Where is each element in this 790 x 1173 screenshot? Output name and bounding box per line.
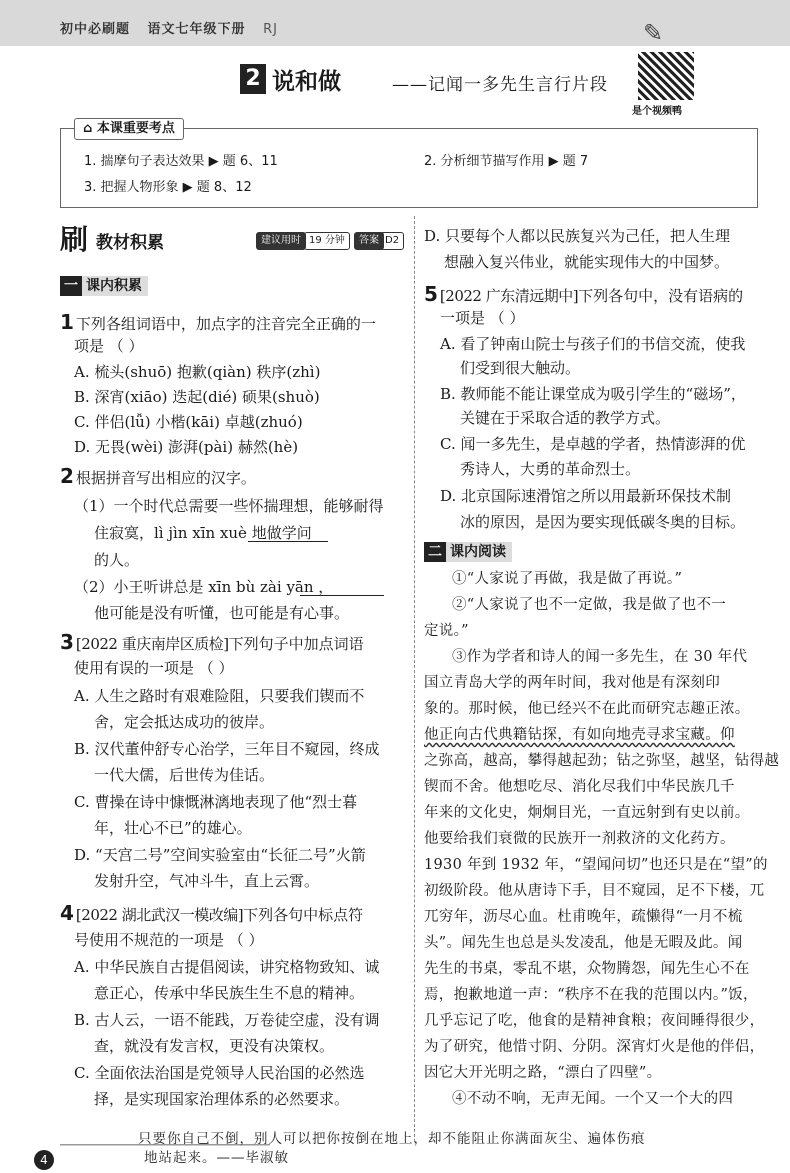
q5-line-2: 一项是 （ ） [440,309,525,327]
key-point-2: 2. 分析细节描写作用 ▶ 题 7 [424,154,589,169]
q4-option-d-2: 想融入复兴伟业，就能实现伟大的中国梦。 [444,253,730,271]
q5-option-b-2: 关键在于采取合适的教学方式。 [460,409,671,427]
q2-part1-line-2: 住寂寞，lì jìn xīn xuè 地做学问 [94,524,312,542]
q5-option-a-2: 们受到很大触动。 [460,359,581,377]
reading-line-12: 1930 年到 1932 年，“望闻问切”也还只是在“望”的 [424,857,768,873]
q4-option-a-2: 意正心，传承中华民族生生不息的精神。 [94,984,365,1002]
answer-label: 答案 [354,232,384,250]
q3-option-b-2: 一代大儒，后世传为佳话。 [94,766,275,784]
q4-option-a-1: A. 中华民族自古提倡阅读，讲究格物致知、诚 [74,958,380,976]
reading-line-13: 初级阶段。他从唐诗下手，目不窥园，足不下楼，兀 [424,883,765,899]
q3-line-2: 使用有误的一项是 （ ） [74,659,234,677]
lesson-title: 说和做 [272,69,341,95]
q4-option-c-1: C. 全面依法治国是党领导人民治国的必然选 [74,1064,365,1082]
key-point-3: 3. 把握人物形象 ▶ 题 8、12 [84,180,252,195]
section-two-header [424,542,512,562]
q5-option-c-1: C. 闻一多先生，是卓越的学者，热情澎湃的优 [440,435,746,453]
q4-option-c-2: 择，是实现国家治理体系的必然要求。 [94,1090,350,1108]
q3-option-d-1: D. “天宫二号”空间实验室由“长征二号”火箭 [74,846,366,864]
reading-line-18: 几乎忘记了吃，他食的是精神食粮；夜间睡得很少， [424,1013,765,1029]
q1-option-a: A. 梳头(shuō) 抱歉(qiàn) 秩序(zhì) [74,363,321,381]
q2-part2-line-2: 他可能是没有听懂，也可能是有心事。 [94,604,350,622]
footer-quote [138,1130,646,1168]
column-divider [414,216,415,1142]
q2-blank-1[interactable] [248,541,328,542]
reading-line-15: 头”。闻先生也总是头发凌乱，他是无暇及此。闻 [424,935,743,951]
q3-option-d-2: 发射升空，气冲斗牛，直上云霄。 [94,872,320,890]
q5-source: [2022 广东清远期中] [439,287,579,305]
q1-option-c: C. 伴侣(lǚ) 小楷(kāi) 卓越(zhuó) [74,413,303,431]
subject-name: 语文七年级下册 [147,22,246,37]
question-3 [60,632,364,654]
reading-line-5: 国立青岛大学的两年时间，我对他是有深刻印 [424,675,720,691]
footer-quote-line-2: 地站起来。——毕淑敏 [144,1150,289,1166]
section-one-num: 一 [60,276,82,296]
q1-option-d: D. 无畏(wèi) 澎湃(pài) 赫然(hè) [74,438,299,456]
qr-label: 是个视频鸭 [632,106,682,117]
footer-quote-line-1: 只要你自己不倒，别人可以把你按倒在地上，却不能阻止你满面灰尘、遍体伤痕 [138,1131,646,1147]
qr-code[interactable] [638,52,694,100]
reading-line-6: 象的。那时候，他已经兴不在此而研究志趣正浓。 [424,701,750,717]
lesson-subtitle: ——记闻一多先生言行片段 [392,75,608,95]
question-5 [424,284,743,306]
key-point-1: 1. 揣摩句子表达效果 ▶ 题 6、11 [84,154,278,169]
top-header-bar [0,0,790,46]
reading-line-21: ④不动不响，无声无闻。一个又一个大的四 [452,1091,734,1107]
edition-tag: RJ [263,22,278,37]
q2-part1-line-1: （1）一个时代总需要一些怀揣理想，能够耐得 [74,497,384,515]
running-header [60,18,290,37]
q1-line-2: 项是 （ ） [74,337,144,355]
reading-line-16: 先生的书桌，零乱不堪，众物腾怨，闻先生心不在 [424,961,750,977]
reading-line-20: 因它大开光明之路，“漂白了四壁”。 [424,1065,662,1081]
q4-option-d-1: D. 只要每个人都以民族复兴为己任，把人生理 [424,227,731,245]
q5-option-b-1: B. 教师能不能让课堂成为吸引学生的“磁场”， [440,385,746,403]
question-2 [60,466,256,488]
q2-blank-2[interactable] [300,595,384,596]
q3-source: [2022 重庆南岸区质检] [75,635,229,653]
section-two-title: 课内阅读 [450,544,506,560]
q3-option-c-1: C. 曹操在诗中慷慨淋漓地表现了他“烈士暮 [74,793,358,811]
mascot-icon: ✎ [642,19,664,47]
page-number: 4 [34,1150,54,1170]
reading-line-7: 他正向古代典籍钻探，有如向地壳寻求宝藏。仰 [424,727,735,743]
question-1 [60,312,376,334]
book-name: 初中必刷题 [60,22,131,37]
reading-line-14: 兀穷年，沥尽心血。杜甫晚年，疏懒得“一月不梳 [424,909,743,925]
reading-line-3: 定说。” [424,623,469,639]
section-two-num: 二 [424,542,446,562]
shua-title: 教材积累 [96,233,164,253]
q4-source: [2022 湖北武汉一模改编] [75,906,244,924]
q3-option-a-1: A. 人生之路时有艰难险阻，只要我们锲而不 [74,687,365,705]
q4-line-2: 号使用不规范的一项是 （ ） [74,931,264,949]
q4-option-b-1: B. 古人云，一语不能践，万卷徒空虚，没有调 [74,1011,380,1029]
q5-option-d-2: 冰的原因，是因为要实现低碳冬奥的目标。 [460,513,746,531]
reading-line-11: 他要给我们衰微的民族开一剂救济的文化药方。 [424,831,735,847]
shua-char: 刷 [60,223,89,256]
reading-line-4: ③作为学者和诗人的闻一多先生，在 30 年代 [452,649,748,665]
reading-line-19: 为了研究，他惜寸阴、分阴。深宵灯火是他的伴侣， [424,1039,765,1055]
reading-line-2: ②“人家说了也不一定做，我是做了也不一 [452,597,727,613]
q2-part2-line-1: （2）小王听讲总是 xīn bù zài yān ， [74,578,334,596]
reading-line-8: 之弥高，越高，攀得越起劲；钻之弥坚，越坚，钻得越 [424,753,780,769]
section-one-title: 课内积累 [86,278,142,294]
q4-option-b-2: 查，就没有发言权，更没有决策权。 [94,1037,335,1055]
q3-option-a-2: 舍，定会抵达成功的彼岸。 [94,713,275,731]
q2-part1-line-3: 的人。 [94,551,140,569]
q1-number: 1 [60,310,74,334]
q1-line-1: 下列各组词语中，加点字的注音完全正确的一 [75,315,376,333]
q1-option-b: B. 深宵(xiāo) 迭起(dié) 硕果(shuò) [74,388,320,406]
reading-line-9: 锲而不舍。他想吃尽、消化尽我们中华民族几千 [424,779,735,795]
section-one-header [60,276,148,296]
lesson-number: 2 [240,64,266,94]
q2-number: 2 [60,464,74,488]
reading-line-10: 年来的文化史，炯炯目光，一直远射到有史以前。 [424,805,750,821]
time-label: 建议用时 [256,232,306,250]
q3-number: 3 [60,630,74,654]
q5-option-c-2: 秀诗人，大勇的革命烈士。 [460,460,641,478]
key-points-title: 本课重要考点 [96,121,175,136]
answer-page: D2 [380,232,404,250]
reading-line-1: ①“人家说了再做，我是做了再说。” [452,571,683,587]
q4-number: 4 [60,901,74,925]
q5-option-d-1: D. 北京国际速滑馆之所以用最新环保技术制 [440,487,732,505]
q2-line-1: 根据拼音写出相应的汉字。 [75,469,256,487]
q5-option-a-1: A. 看了钟南山院士与孩子们的书信交流，使我 [440,335,746,353]
time-value: 19 分钟 [304,232,350,250]
q4-line-1: 下列各句中标点符 [243,906,364,924]
q3-line-1: 下列句子中加点词语 [228,635,364,653]
q5-line-1: 下列各句中，没有语病的 [578,287,744,305]
reading-line-17: 焉，抱歉地道一声：“秩序不在我的范围以内。”饭， [424,987,758,1003]
q5-number: 5 [424,282,438,306]
q3-option-c-2: 年，壮心不已”的雄心。 [94,819,252,837]
question-4 [60,903,363,925]
key-points-tab: ⌂ 本课重要考点 [74,118,184,140]
q3-option-b-1: B. 汉代董仲舒专心治学，三年目不窥园，终成 [74,740,380,758]
